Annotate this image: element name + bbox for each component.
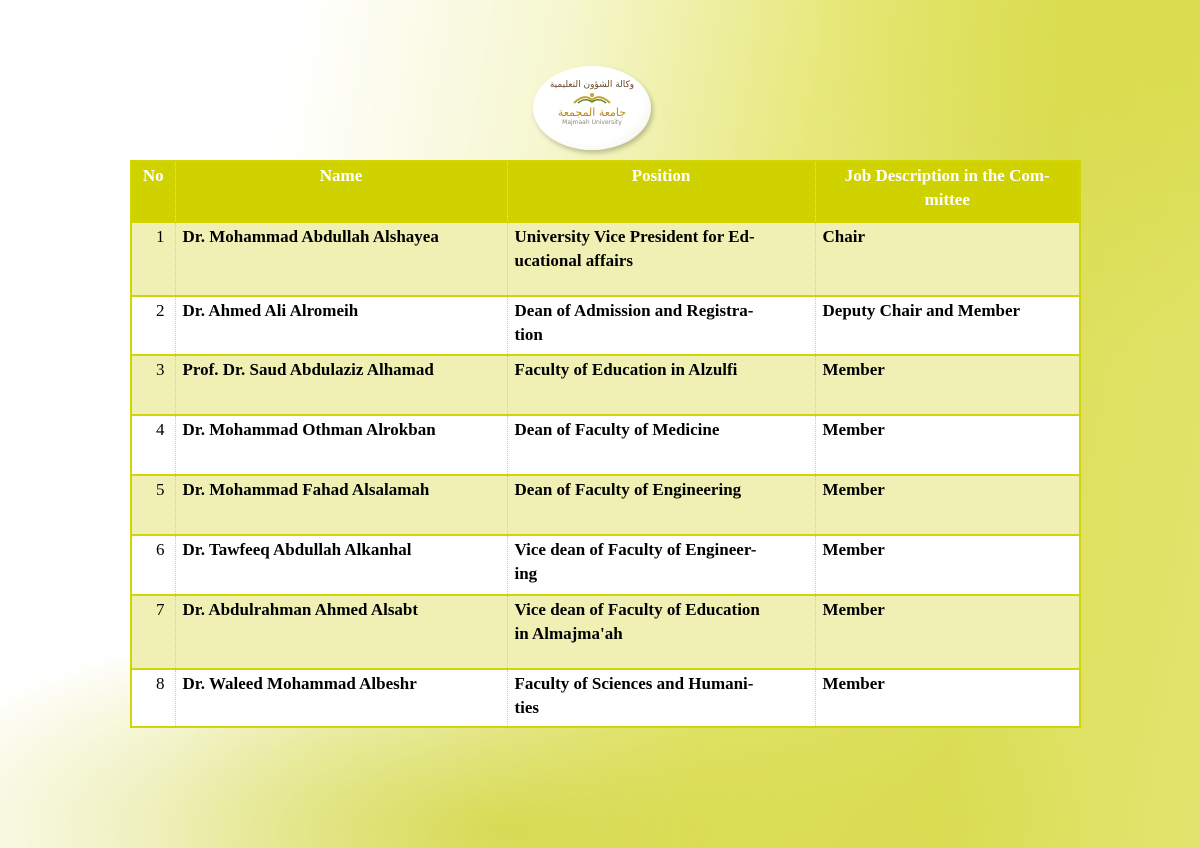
table-header-row: [131, 161, 1080, 222]
header-name: Name: [175, 161, 507, 222]
header-no: No: [131, 161, 175, 222]
member-name: Dr. Mohammad Abdullah Alshayea: [175, 222, 507, 296]
row-number: 1: [131, 222, 175, 296]
row-number: 4: [131, 415, 175, 475]
member-position: Faculty of Sciences and Humani- ties: [507, 669, 815, 727]
member-name: Dr. Mohammad Othman Alrokban: [175, 415, 507, 475]
table-row: [131, 222, 1080, 296]
member-name: Dr. Tawfeeq Abdullah Alkanhal: [175, 535, 507, 595]
table-row: [131, 296, 1080, 355]
table-row: [131, 535, 1080, 595]
member-job: Member: [815, 415, 1080, 475]
member-name: Dr. Abdulrahman Ahmed Alsabt: [175, 595, 507, 669]
table-row: [131, 355, 1080, 415]
member-job: Member: [815, 475, 1080, 535]
table-row: [131, 415, 1080, 475]
member-position: Dean of Faculty of Engineering: [507, 475, 815, 535]
header-job-description: Job Description in the Com- mittee: [815, 161, 1080, 222]
table-row: [131, 669, 1080, 727]
member-position: Vice dean of Faculty of Engineer- ing: [507, 535, 815, 595]
member-name: Dr. Mohammad Fahad Alsalamah: [175, 475, 507, 535]
member-name: Prof. Dr. Saud Abdulaziz Alhamad: [175, 355, 507, 415]
member-name: Dr. Ahmed Ali Alromeih: [175, 296, 507, 355]
member-job: Chair: [815, 222, 1080, 296]
row-number: 2: [131, 296, 175, 355]
logo-arabic-university: جامعة المجمعة: [557, 106, 627, 119]
member-position: Vice dean of Faculty of Education in Almajma'ah: [507, 595, 815, 669]
row-number: 6: [131, 535, 175, 595]
row-number: 3: [131, 355, 175, 415]
member-name: Dr. Waleed Mohammad Albeshr: [175, 669, 507, 727]
committee-table: [130, 160, 1081, 728]
table-row: [131, 475, 1080, 535]
member-position: Dean of Faculty of Medicine: [507, 415, 815, 475]
logo-english-name: Majmaah University: [562, 119, 622, 126]
header-position: Position: [507, 161, 815, 222]
member-job: Member: [815, 669, 1080, 727]
member-position: Faculty of Education in Alzulfi: [507, 355, 815, 415]
member-position: Dean of Admission and Registra- tion: [507, 296, 815, 355]
member-job: Member: [815, 595, 1080, 669]
table-row: [131, 595, 1080, 669]
member-job: Member: [815, 535, 1080, 595]
member-job: Deputy Chair and Member: [815, 296, 1080, 355]
row-number: 8: [131, 669, 175, 727]
row-number: 5: [131, 475, 175, 535]
logo-arabic-title: وكالة الشؤون التعليمية: [549, 80, 635, 90]
university-logo: [533, 66, 651, 150]
row-number: 7: [131, 595, 175, 669]
member-position: University Vice President for Ed- ucational affairs: [507, 222, 815, 296]
member-job: Member: [815, 355, 1080, 415]
book-emblem-icon: [564, 91, 620, 105]
